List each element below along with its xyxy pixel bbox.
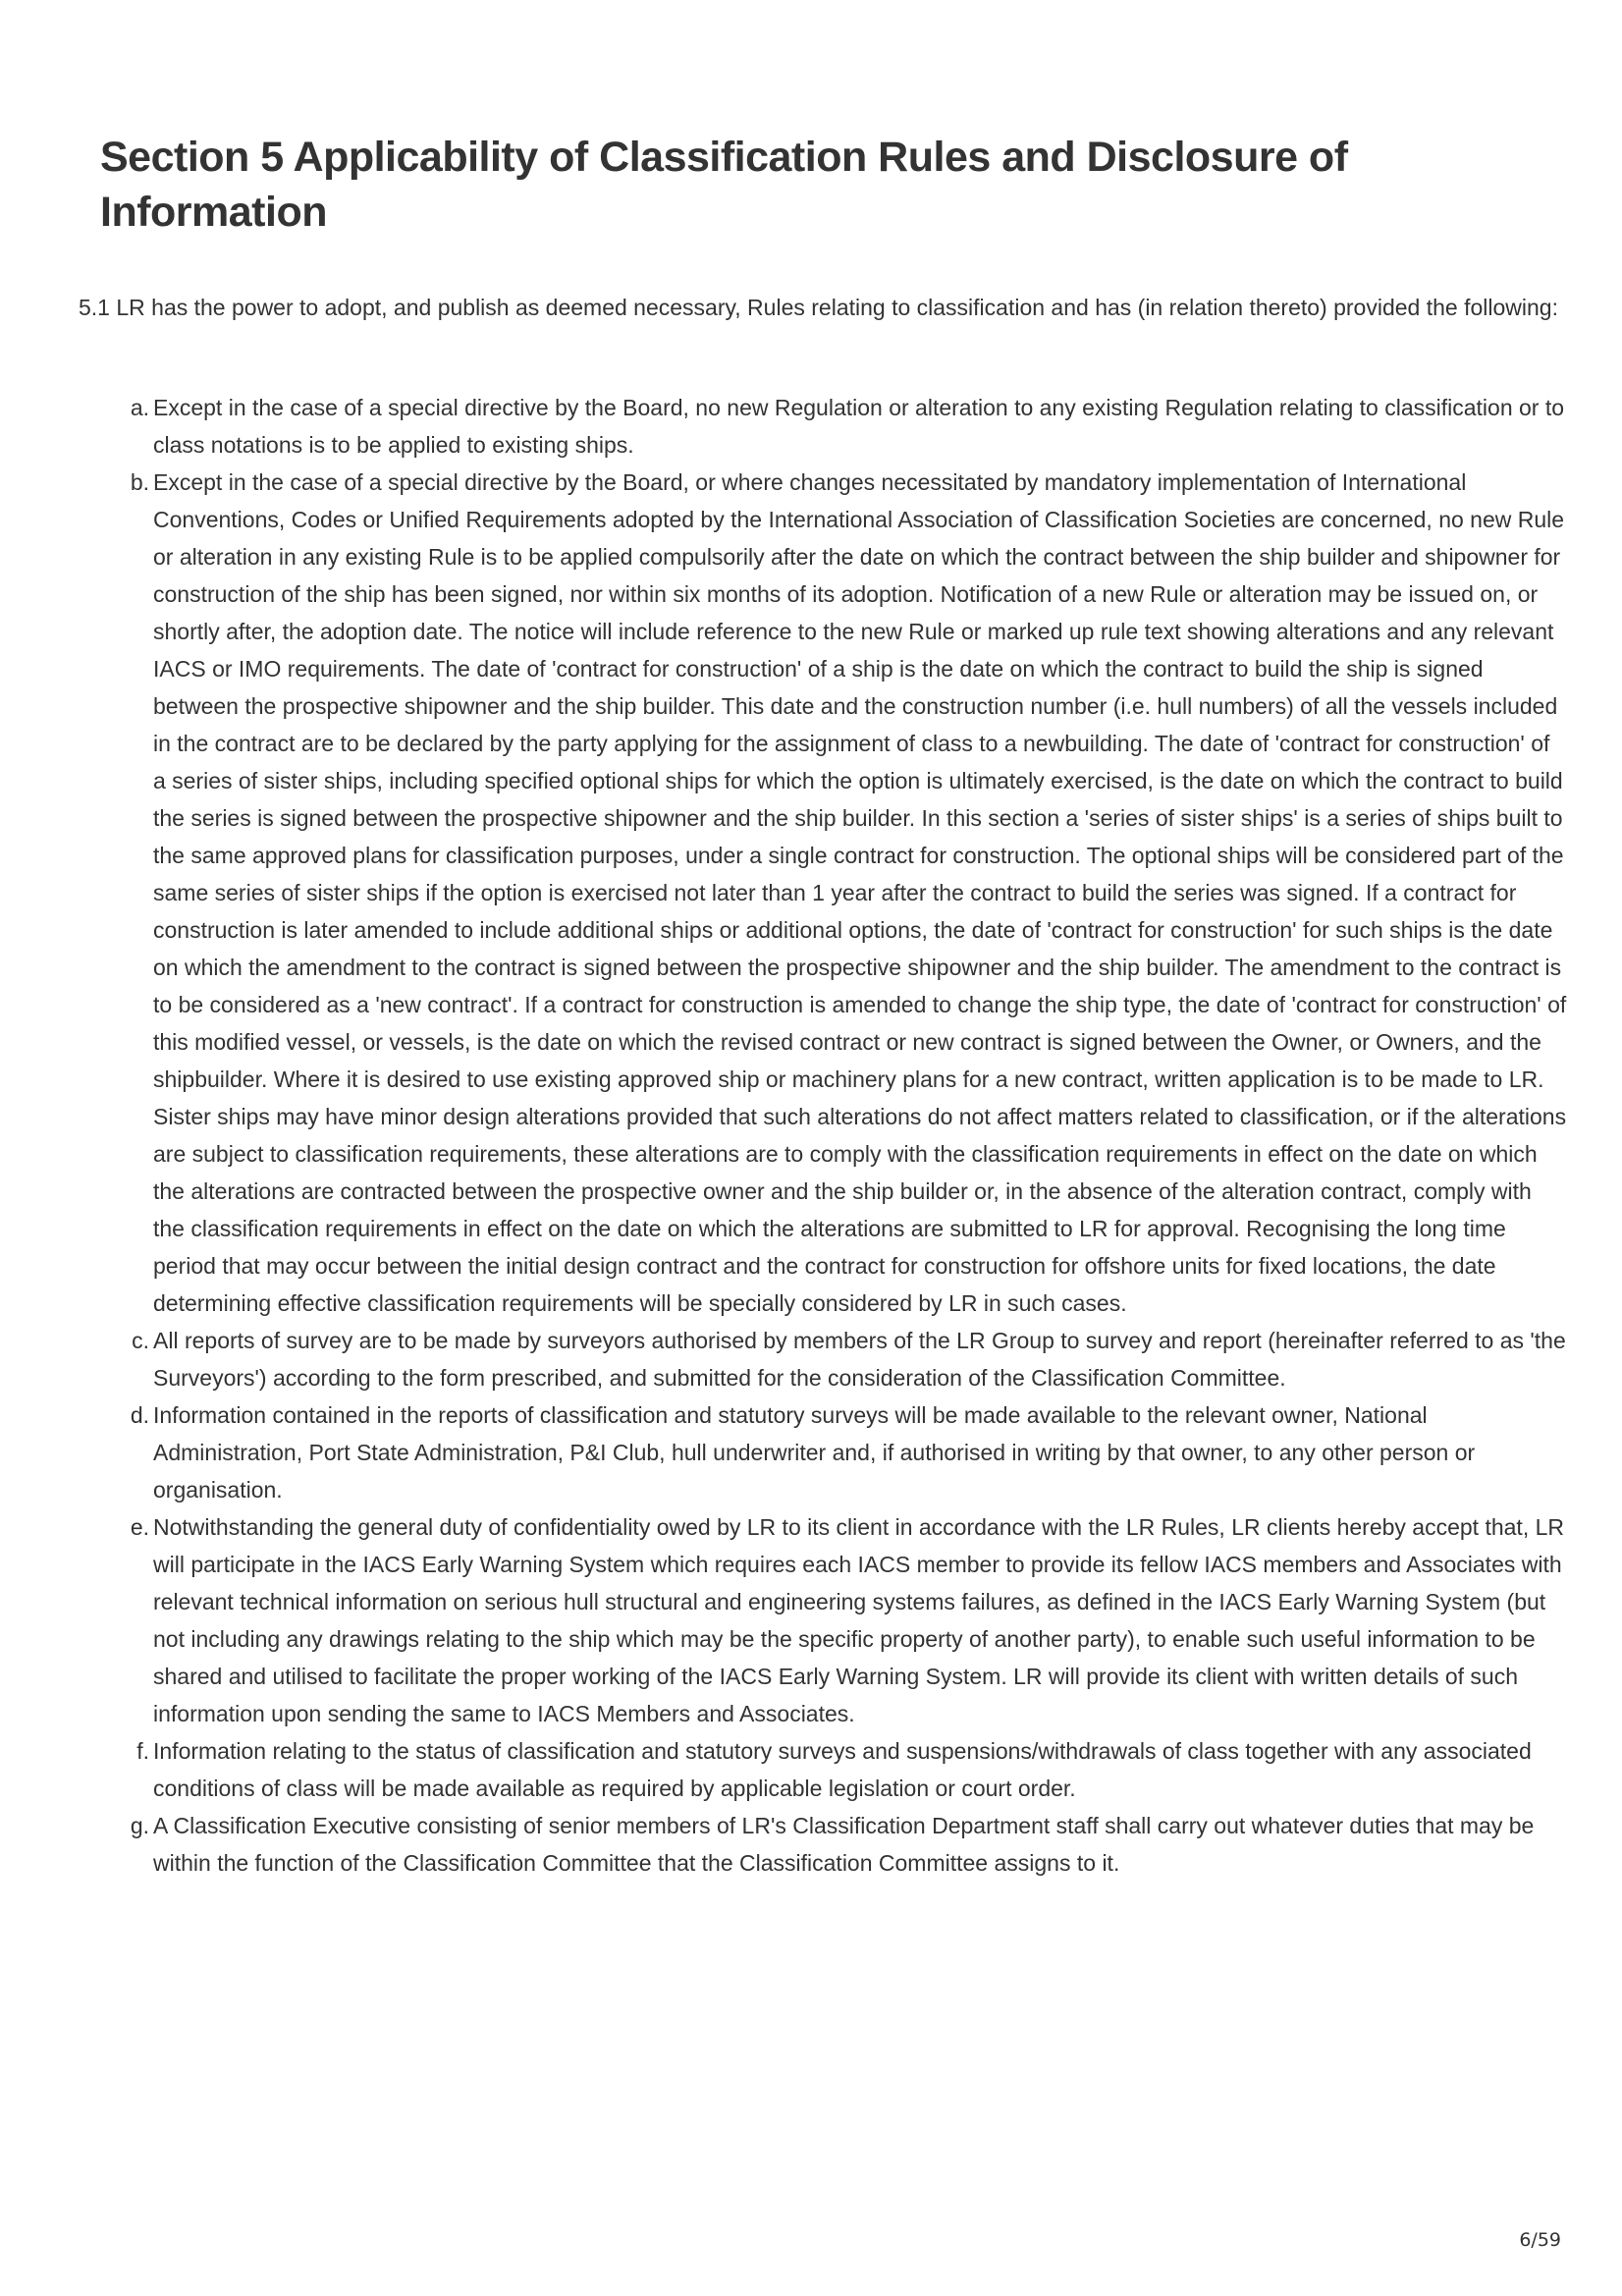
clause-a (130, 389, 1567, 464)
clause-text: Notwithstanding the general duty of confidentiality owed by LR to its client in accordance with the LR Rules, LR clients hereby accept that, LR will participate in the IACS Early Warning System which requires each IACS member to provide its fellow IACS members and Associates with relevant technical information on serious hull structural and engineering systems failures, as defined in the IACS Early Warning System (but not including any drawings relating to the ship which may be the specific property of another party), to enable such useful information to be shared and utilised to facilitate the proper working of the IACS Early Warning System. LR will provide its client with written details of such information upon sending the same to IACS Members and Associates. (153, 1514, 1565, 1726)
clause-text: Except in the case of a special directive by the Board, no new Regulation or alteration to any existing Regulation relating to classification or to class notations is to be applied to existing ships. (153, 395, 1565, 458)
clause-g (130, 1807, 1567, 1882)
clause-text: Except in the case of a special directive by the Board, or where changes necessitated by mandatory implementation of International Conventions, Codes or Unified Requirements adopted by the International Association of Classification Societies are concerned, no new Rule or alteration in any existing Rule is to be applied compulsorily after the date on which the contract between the ship builder and shipowner for construction of the ship has been signed, nor within six months of its adoption. Notification of a new Rule or alteration may be issued on, or shortly after, the adoption date. The notice will include reference to the new Rule or marked up rule text showing alterations and any relevant IACS or IMO requirements. The date of 'contract for construction' of a ship is the date on which the contract to build the ship is signed between the prospective shipowner and the ship builder. This date and the construction number (i.e. hull numbers) of all the vessels included in the contract are to be declared by the party applying for the assignment of class to a newbuilding. The date of 'contract for construction' of a series of sister ships, including specified optional ships for which the option is ultimately exercised, is the date on which the contract to build the series is signed between the prospective shipowner and the ship builder. In this section a 'series of sister ships' is a series of ships built to the same approved plans for classification purposes, under a single contract for construction. The optional ships will be considered part of the same series of sister ships if the option is exercised not later than 1 year after the contract to build the series was signed. If a contract for construction is later amended to include additional ships or additional options, the date of 'contract for construction' for such ships is the date on which the amendment to the contract is signed between the prospective shipowner and the ship builder. The amendment to the contract is to be considered as a 'new contract'. If a contract for construction is amended to change the ship type, the date of 'contract for construction' of this modified vessel, or vessels, is the date on which the revised contract or new contract is signed between the Owner, or Owners, and the shipbuilder. Where it is desired to use existing approved ship or machinery plans for a new contract, written application is to be made to LR. Sister ships may have minor design alterations provided that such alterations do not affect matters related to classification, or if the alterations are subject to classification requirements, these alterations are to comply with the classification requirements in effect on the date on which the alterations are contracted between the prospective owner and the ship builder or, in the absence of the alteration contract, comply with the classification requirements in effect on the date on which the alterations are submitted to LR for approval. Recognising the long time period that may occur between the initial design contract and the contract for construction for offshore units for fixed locations, the date determining effective classification requirements will be specially considered by LR in such cases. (153, 469, 1567, 1316)
clause-b (130, 464, 1567, 1322)
clause-text: All reports of survey are to be made by surveyors authorised by members of the LR Group to survey and report (hereinafter referred to as 'the Surveyors') according to the form prescribed, and submitted for the consideration of the Classification Committee. (153, 1328, 1566, 1391)
clause-text: A Classification Executive consisting of senior members of LR's Classification Department staff shall carry out whatever duties that may be within the function of the Classification Committee that the Classification Committee assigns to it. (153, 1813, 1535, 1876)
clause-d (130, 1396, 1567, 1508)
section-title: Section 5 Applicability of Classification Rules and Disclosure of Information (100, 134, 1348, 236)
clause-f (136, 1732, 1567, 1807)
clause-marker: b. (130, 469, 149, 495)
page-number: 6/59 (1519, 2229, 1561, 2251)
clause-marker: g. (130, 1813, 149, 1838)
clause-marker: f. (136, 1738, 149, 1764)
clause-marker: a. (130, 395, 149, 420)
clause-marker: e. (130, 1514, 149, 1540)
clause-list (130, 389, 1567, 1882)
clause-marker: d. (130, 1402, 149, 1428)
clause-text: Information contained in the reports of classification and statutory surveys will be made available to the relevant owner, National Administration, Port State Administration, P&I Club, hull underwriter and, if authorised in writing by that owner, to any other person or organisation. (153, 1402, 1476, 1503)
clause-marker: c. (132, 1328, 149, 1353)
clause-text: Information relating to the status of classification and statutory surveys and suspensions/withdrawals of class together with any associated conditions of class will be made available as required by applicable legislation or court order. (153, 1738, 1532, 1801)
clause-c (132, 1322, 1567, 1396)
intro-paragraph: 5.1 LR has the power to adopt, and publish as deemed necessary, Rules relating to classification and has (in relation thereto) provided the following: (79, 295, 1558, 320)
clause-e (130, 1508, 1567, 1732)
